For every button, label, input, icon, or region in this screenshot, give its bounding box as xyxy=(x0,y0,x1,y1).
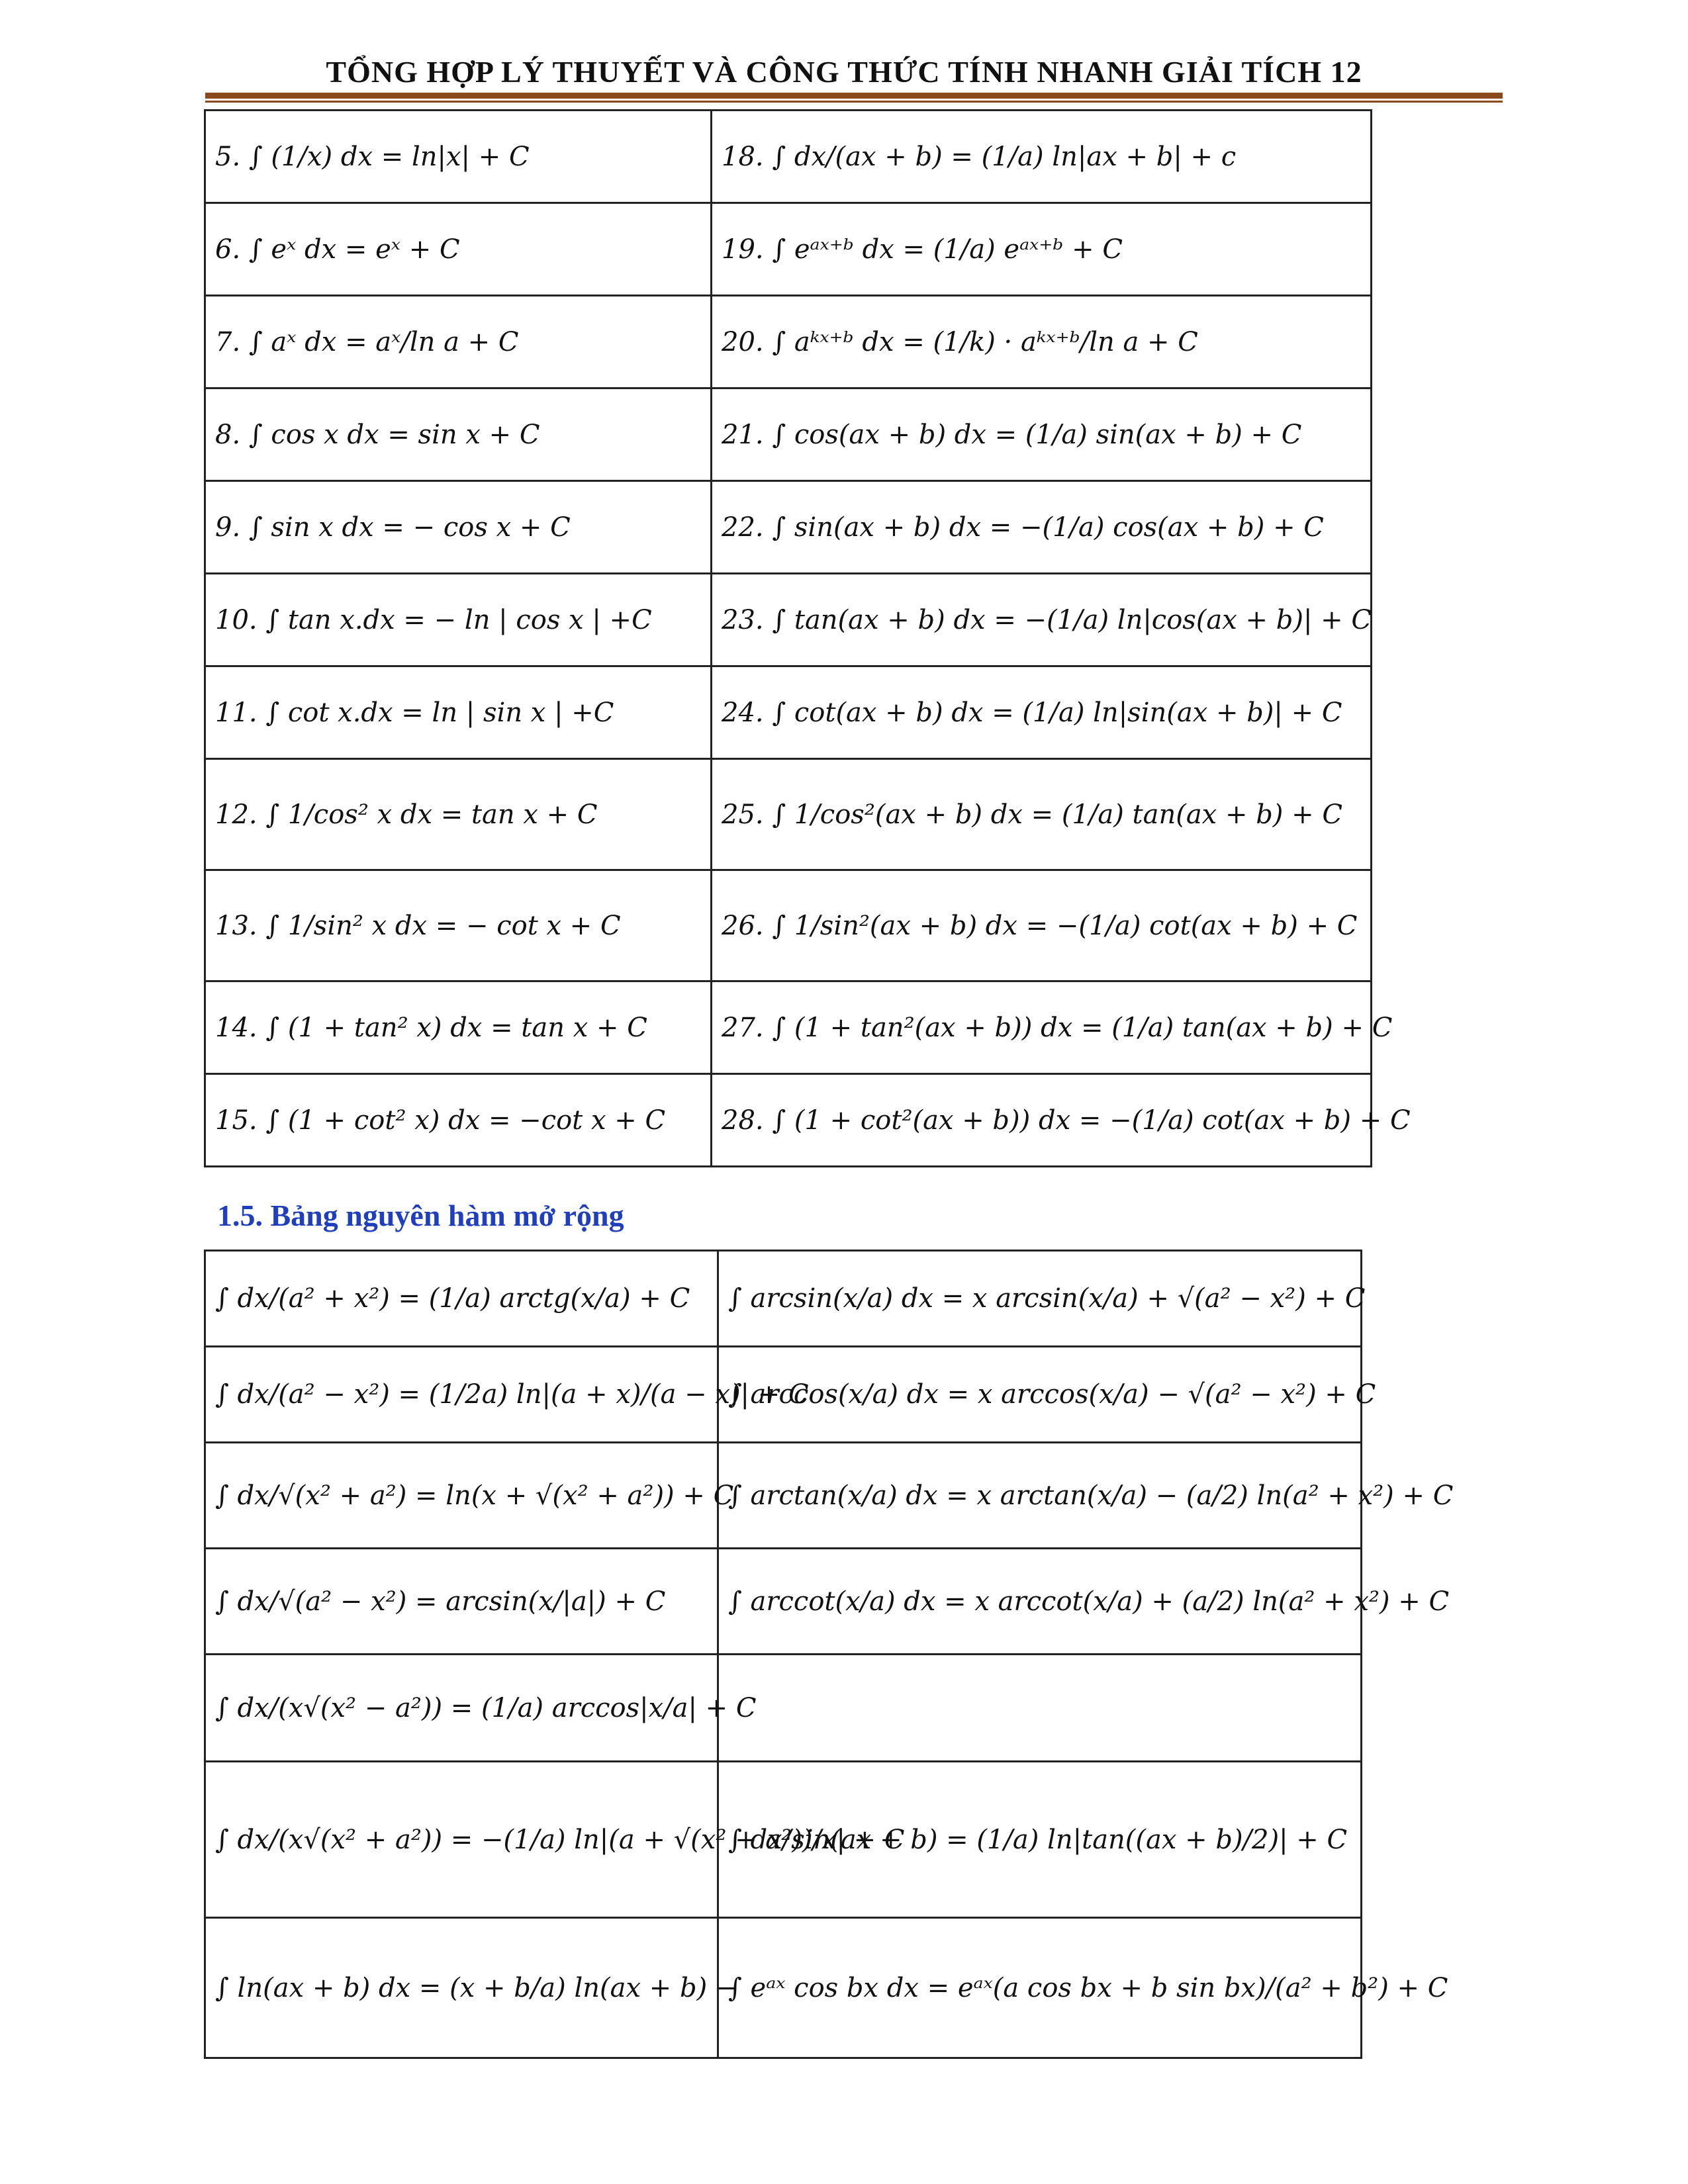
table-row xyxy=(205,981,1372,1074)
formula-cell: ∫ arcsin(x/a) dx = x arcsin(x/a) + √(a² − x²) + C xyxy=(718,1251,1362,1347)
formula-cell: 26. ∫ 1/sin²(ax + b) dx = −(1/a) cot(ax + b) + C xyxy=(712,870,1372,981)
formula-cell xyxy=(718,1655,1362,1762)
table-row xyxy=(205,870,1372,981)
formula-cell: ∫ dx/(a² + x²) = (1/a) arctg(x/a) + C xyxy=(205,1251,718,1347)
formula-cell: ∫ dx/sin(ax + b) = (1/a) ln|tan((ax + b)/2)| + C xyxy=(718,1762,1362,1918)
section-title: 1.5. Bảng nguyên hàm mở rộng xyxy=(217,1199,624,1232)
formula-cell: 11. ∫ cot x.dx = ln | sin x | +C xyxy=(205,666,712,759)
formula-cell: ∫ arctan(x/a) dx = x arctan(x/a) − (a/2) ln(a² + x²) + C xyxy=(718,1443,1362,1549)
formula-cell: 19. ∫ eᵃˣ⁺ᵇ dx = (1/a) eᵃˣ⁺ᵇ + C xyxy=(712,203,1372,296)
table-row xyxy=(205,388,1372,481)
table-row xyxy=(205,1347,1362,1443)
extended-integral-table xyxy=(204,1250,1454,2059)
formula-cell: 15. ∫ (1 + cot² x) dx = −cot x + C xyxy=(205,1074,712,1167)
formula-cell: ∫ ln(ax + b) dx = (x + b/a) ln(ax + b) − xyxy=(205,1918,718,2058)
table-row xyxy=(205,1655,1362,1762)
table-row xyxy=(205,203,1372,296)
header-rule-thin xyxy=(205,101,1503,103)
table-row xyxy=(205,574,1372,666)
formula-cell: 20. ∫ aᵏˣ⁺ᵇ dx = (1/k) · aᵏˣ⁺ᵇ/ln a + C xyxy=(712,296,1372,388)
formula-cell: 7. ∫ aˣ dx = aˣ/ln a + C xyxy=(205,296,712,388)
formula-cell: 9. ∫ sin x dx = − cos x + C xyxy=(205,481,712,574)
formula-cell: ∫ arccot(x/a) dx = x arccot(x/a) + (a/2) ln(a² + x²) + C xyxy=(718,1549,1362,1655)
formula-cell: ∫ dx/√(x² + a²) = ln(x + √(x² + a²)) + C xyxy=(205,1443,718,1549)
table-row xyxy=(205,481,1372,574)
formula-cell: 28. ∫ (1 + cot²(ax + b)) dx = −(1/a) cot(ax + b) + C xyxy=(712,1074,1372,1167)
table-row xyxy=(205,1918,1362,2058)
formula-cell: ∫ dx/(x√(x² − a²)) = (1/a) arccos|x/a| + C xyxy=(205,1655,718,1762)
table-row xyxy=(205,666,1372,759)
table-row xyxy=(205,1549,1362,1655)
formula-cell: 27. ∫ (1 + tan²(ax + b)) dx = (1/a) tan(ax + b) + C xyxy=(712,981,1372,1074)
formula-cell: 22. ∫ sin(ax + b) dx = −(1/a) cos(ax + b) + C xyxy=(712,481,1372,574)
formula-cell: 13. ∫ 1/sin² x dx = − cot x + C xyxy=(205,870,712,981)
formula-cell: 23. ∫ tan(ax + b) dx = −(1/a) ln|cos(ax + b)| + C xyxy=(712,574,1372,666)
formula-cell: ∫ dx/√(a² − x²) = arcsin(x/|a|) + C xyxy=(205,1549,718,1655)
table-row xyxy=(205,296,1372,388)
table-row xyxy=(205,1762,1362,1918)
formula-cell: 18. ∫ dx/(ax + b) = (1/a) ln|ax + b| + c xyxy=(712,111,1372,203)
formula-cell: 10. ∫ tan x.dx = − ln | cos x | +C xyxy=(205,574,712,666)
formula-cell: 25. ∫ 1/cos²(ax + b) dx = (1/a) tan(ax + b) + C xyxy=(712,759,1372,870)
formula-cell: 14. ∫ (1 + tan² x) dx = tan x + C xyxy=(205,981,712,1074)
formula-cell: 5. ∫ (1/x) dx = ln|x| + C xyxy=(205,111,712,203)
formula-cell: 21. ∫ cos(ax + b) dx = (1/a) sin(ax + b) + C xyxy=(712,388,1372,481)
formula-cell: ∫ eᵃˣ cos bx dx = eᵃˣ(a cos bx + b sin bx)/(a² + b²) + C xyxy=(718,1918,1362,2058)
basic-integral-table xyxy=(204,109,1411,1167)
formula-cell: 12. ∫ 1/cos² x dx = tan x + C xyxy=(205,759,712,870)
formula-cell: 24. ∫ cot(ax + b) dx = (1/a) ln|sin(ax + b)| + C xyxy=(712,666,1372,759)
table-row xyxy=(205,1443,1362,1549)
page-header-title: TỔNG HỢP LÝ THUYẾT VÀ CÔNG THỨC TÍNH NHANH GIẢI TÍCH 12 xyxy=(326,55,1362,89)
formula-cell: ∫ dx/(a² − x²) = (1/2a) ln|(a + x)/(a − x)| + C xyxy=(205,1347,718,1443)
formula-cell: 8. ∫ cos x dx = sin x + C xyxy=(205,388,712,481)
header-rule-thick xyxy=(205,93,1503,99)
formula-cell: ∫ dx/(x√(x² + a²)) = −(1/a) ln|(a + √(x² + a²))/x| + C xyxy=(205,1762,718,1918)
table-row xyxy=(205,111,1372,203)
table-row xyxy=(205,1251,1362,1347)
formula-cell: 6. ∫ eˣ dx = eˣ + C xyxy=(205,203,712,296)
formula-cell: ∫ arccos(x/a) dx = x arccos(x/a) − √(a² − x²) + C xyxy=(718,1347,1362,1443)
table-row xyxy=(205,759,1372,870)
table-row xyxy=(205,1074,1372,1167)
